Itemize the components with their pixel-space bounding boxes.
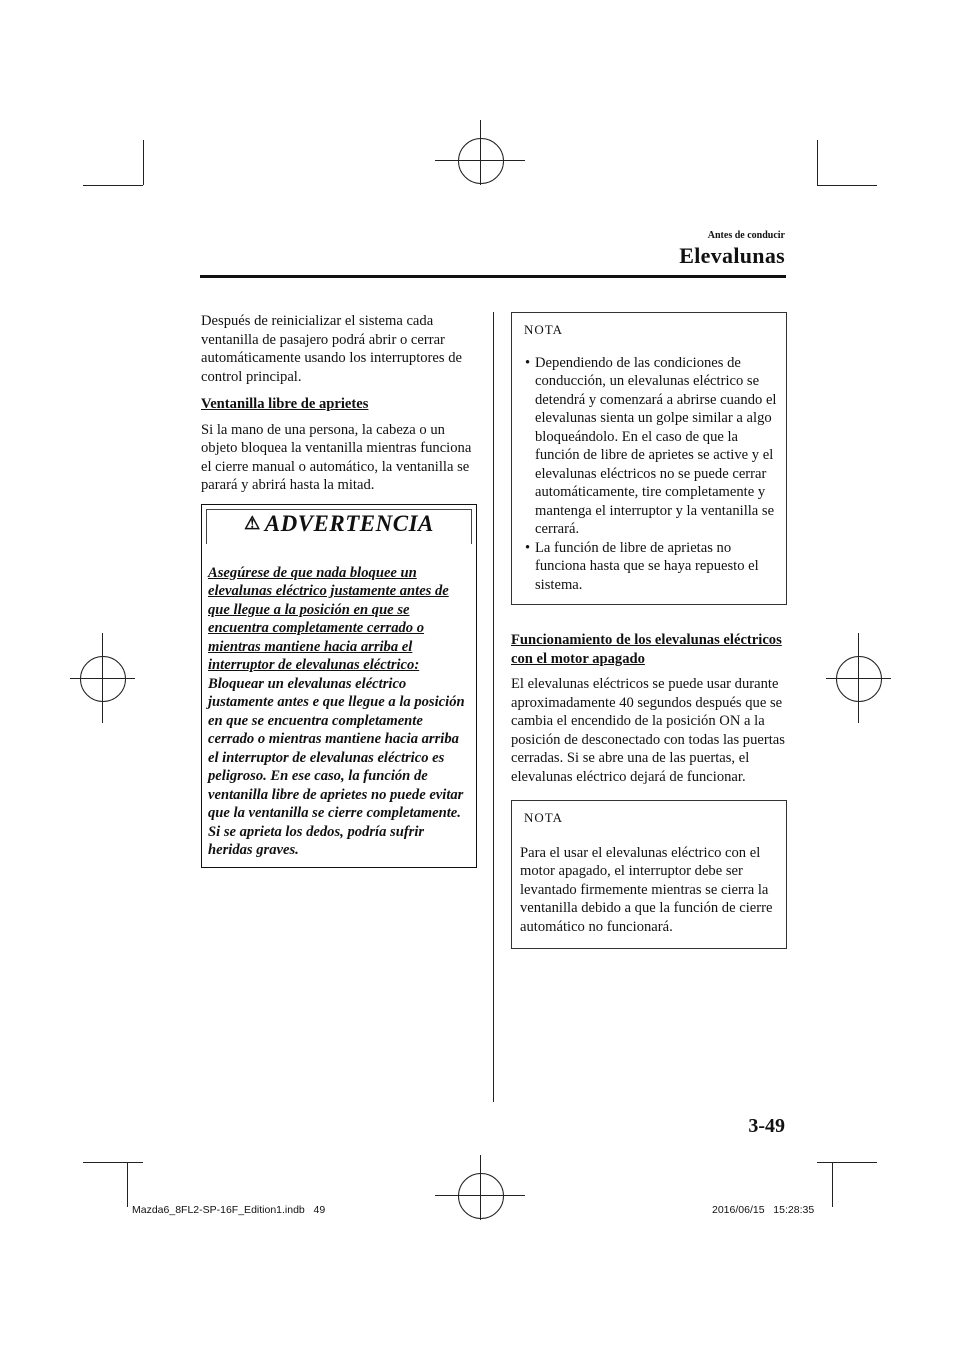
header-rule	[200, 275, 786, 278]
subheading-engine-off: Funcionamiento de los elevalunas eléctricos con el motor apagado	[511, 632, 782, 667]
footer-timestamp: 2016/06/15 15:28:35	[712, 1204, 815, 1216]
warning-triangle-icon: ⚠	[244, 512, 261, 533]
note-bullet-text: Dependiendo de las condiciones de conducción, un elevalunas eléctrico se detendrá y comenzará a abrirse cuando el elevalunas sienta un golpe similar a algo bloqueándolo. En el caso de que la función de libre de aprietes se active y el elevalunas eléctricos no se puede cerrar automáticamente, tire completamente y mantenga el interruptor y la ventanilla se cerrará.	[535, 354, 777, 537]
note-label-2: NOTA	[524, 810, 564, 825]
bullet-dot-icon: •	[524, 539, 531, 556]
note-bullet	[520, 539, 778, 595]
warning-text	[202, 558, 476, 860]
bullet-dot-icon: •	[524, 354, 531, 371]
note-label-1: NOTA	[524, 322, 564, 337]
column-divider	[493, 312, 494, 1102]
section-label: Antes de conducir	[707, 230, 785, 241]
note-box-1	[511, 312, 787, 605]
page-number: 3-49	[748, 1115, 785, 1137]
warning-box	[201, 504, 477, 868]
warning-underlined-text: Asegúrese de que nada bloquee un elevalunas eléctrico justamente antes de que llegue a la posición en que se encuentra completamente cerrado o mientras mantiene hacia arriba el interruptor de elevalunas eléctrico:	[208, 564, 449, 673]
note-2-text: Para el usar el elevalunas eléctrico con el motor apagado, el interruptor debe ser levantado firmemente mientras se cierra la ventanilla debido a que la función de cierre automático no funcionará.	[520, 844, 773, 935]
note-box-2	[511, 800, 787, 949]
engine-off-paragraph: El elevalunas eléctricos se puede usar durante aproximadamente 40 segundos después que se cambia el encendido de la posición ON a la posición de desconectado con todas las puertas cerradas. Si se abre una de las puertas, el elevalunas eléctrico dejará de funcionar.	[511, 676, 785, 785]
right-column	[511, 312, 787, 949]
pinch-paragraph: Si la mano de una persona, la cabeza o un objeto bloquea la ventanilla mientras funciona el cierre manual o automático, la ventanilla se parará y abrirá hasta la mitad.	[201, 421, 472, 493]
note-bullet-text: La función de libre de aprietas no funciona hasta que se haya repuesto el sistema.	[535, 539, 759, 593]
footer-file: Mazda6_8FL2-SP-16F_Edition1.indb 49	[132, 1204, 326, 1216]
note-bullet	[520, 354, 778, 539]
intro-paragraph: Después de reinicializar el sistema cada ventanilla de pasajero podrá abrir o cerrar automáticamente usando los interruptores de control principal.	[201, 313, 462, 385]
warning-title-frame	[206, 509, 472, 544]
warning-body-text: Bloquear un elevalunas eléctrico justamente antes e que llegue a la posición en que se encuentra completamente cerrado o mientras mantiene hacia arriba el interruptor de elevalunas eléctrico es peligroso. En ese caso, la función de ventanilla libre de aprietes no puede evitar que la ventanilla se cierre completamente. Si se aprieta los dedos, podría sufrir heridas graves.	[208, 675, 465, 858]
left-column	[201, 312, 477, 868]
page-title: Elevalunas	[679, 243, 785, 268]
warning-title-text: ADVERTENCIA	[264, 510, 434, 536]
subheading-pinch: Ventanilla libre de aprietes	[201, 396, 369, 412]
